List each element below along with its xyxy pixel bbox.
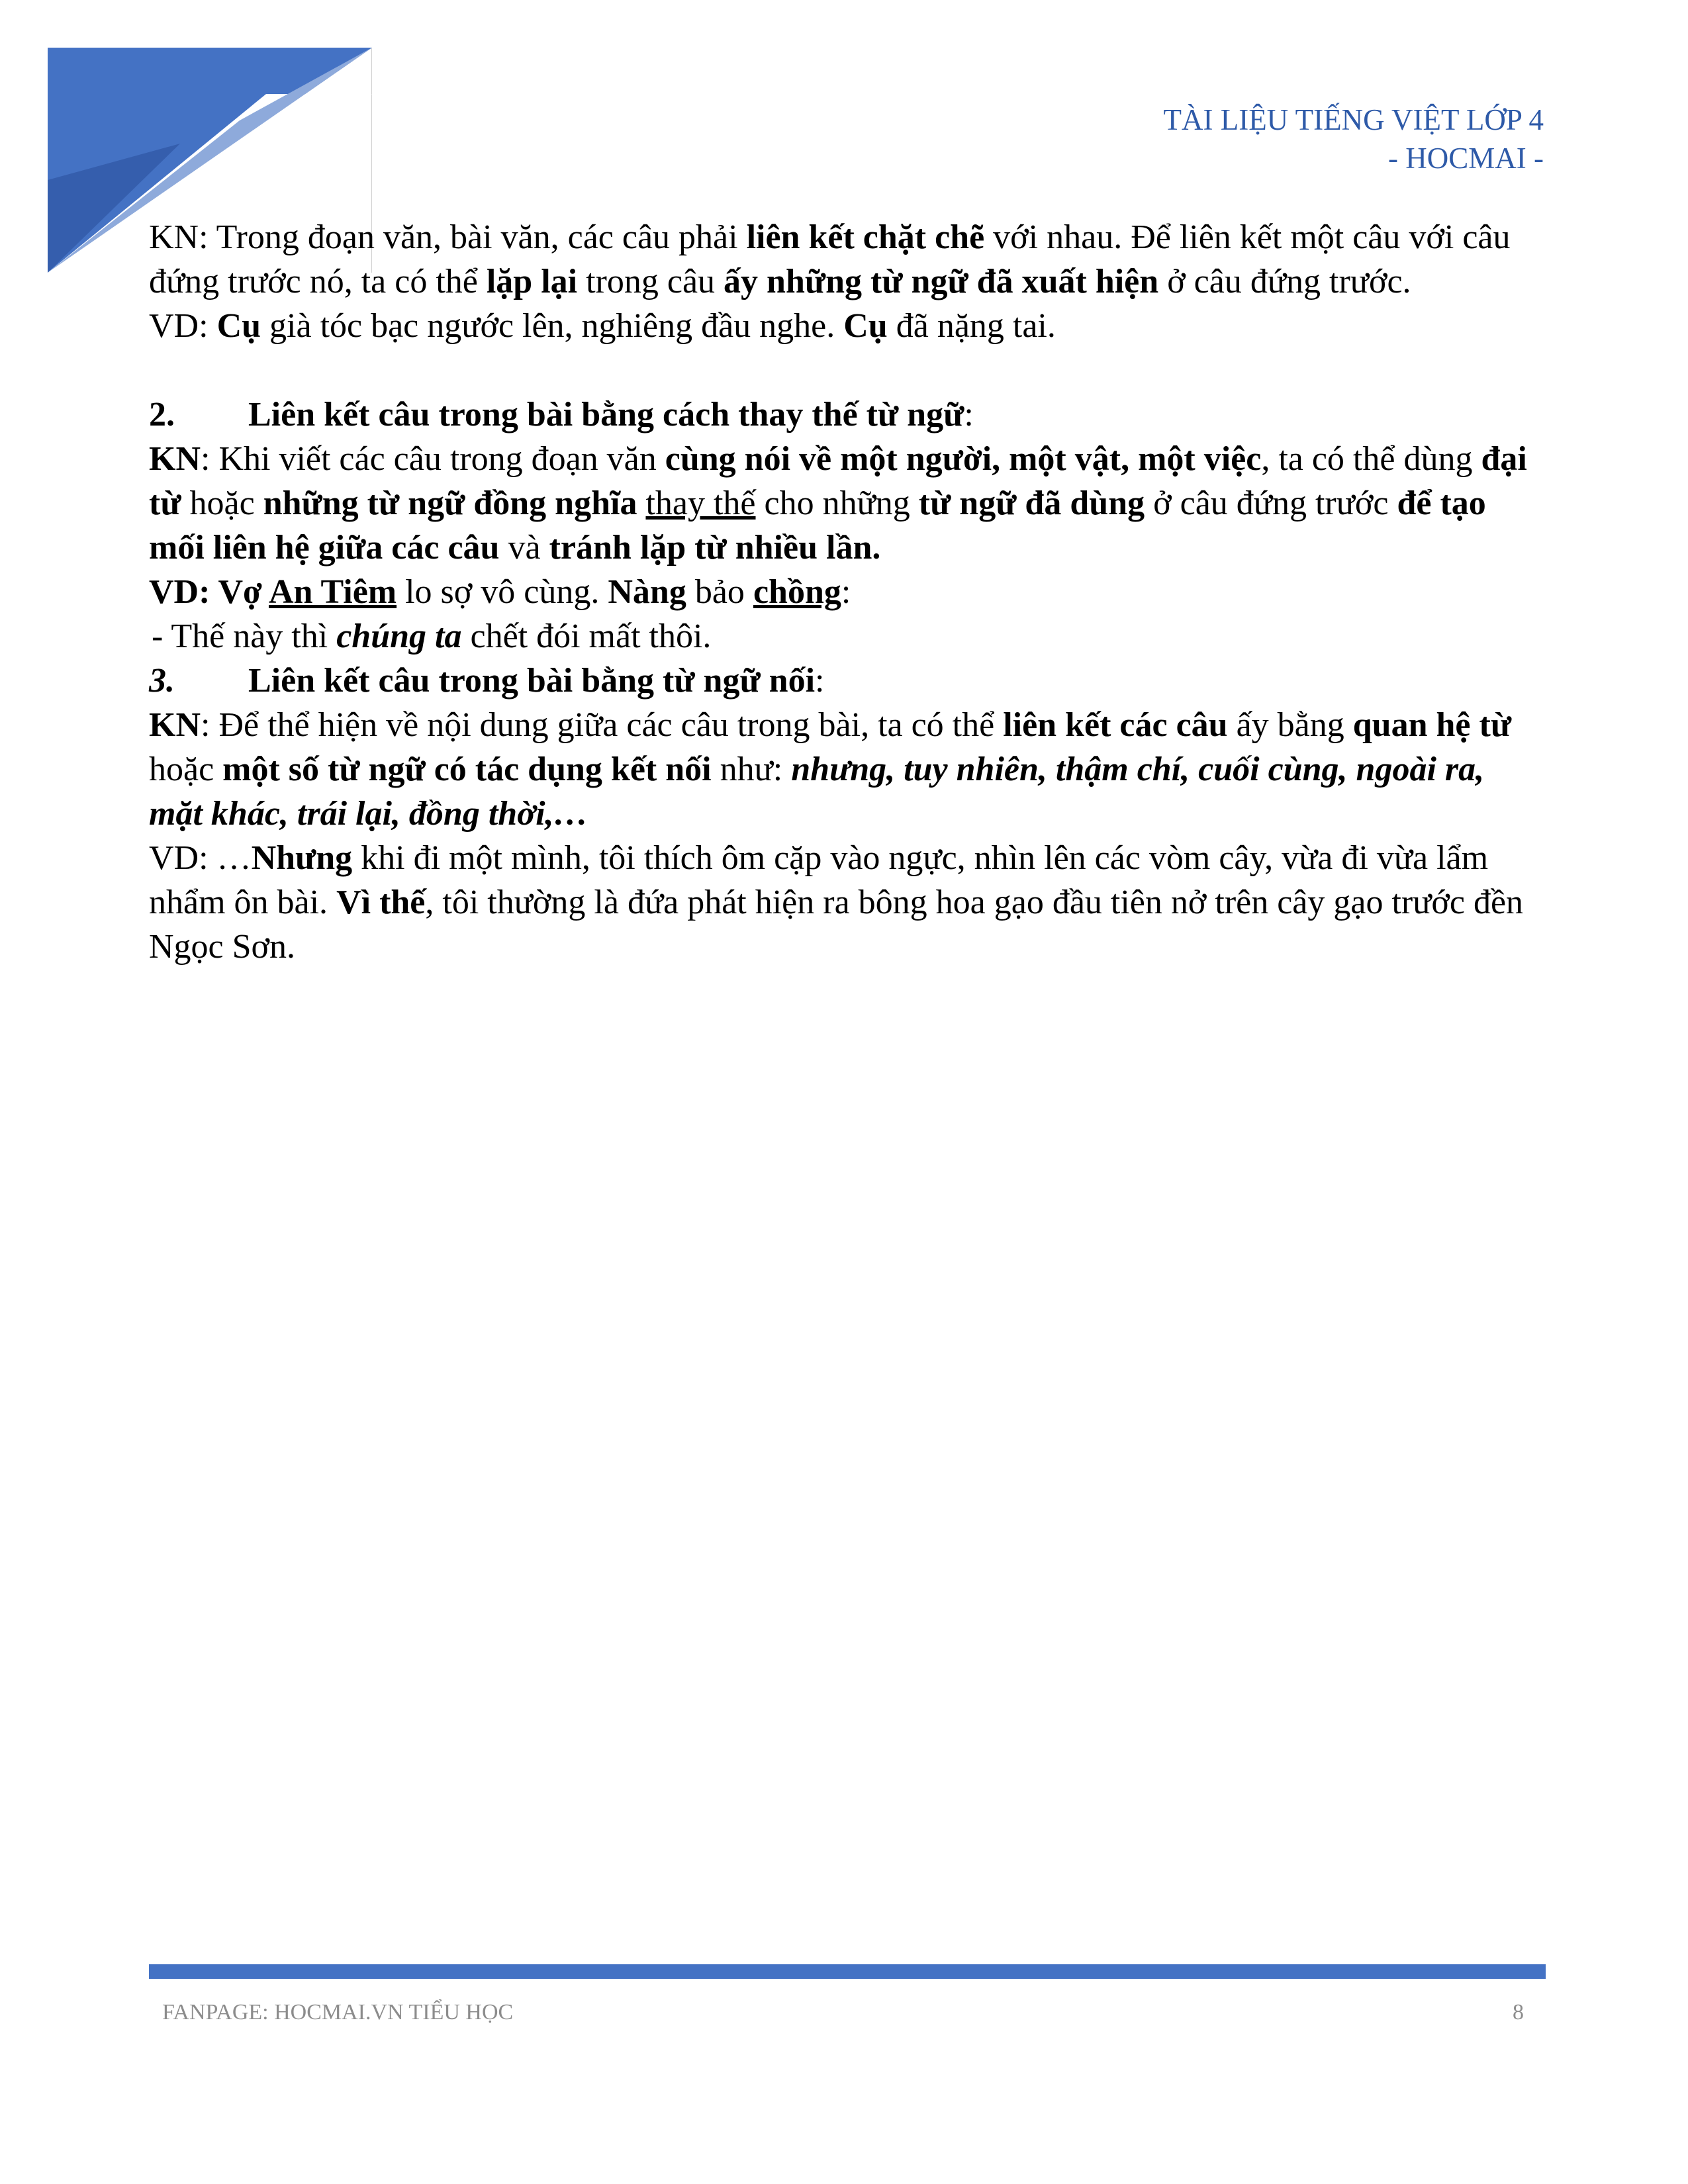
header-title-line1: TÀI LIỆU TIẾNG VIỆT LỚP 4 <box>1163 103 1544 136</box>
bold-run: KN <box>149 440 201 478</box>
bold-run: Nhưng <box>251 839 353 877</box>
text-run: già tóc bạc ngước lên, nghiêng đầu nghe. <box>261 307 844 345</box>
bold-italic-run: nhưng, tuy nhiên, thậm chí, cuối cùng, ngoài ra, mặt khác, trái lại, đồng thời,… <box>149 751 1485 833</box>
text-run: trong câu <box>577 263 724 300</box>
text-run: và <box>499 529 549 567</box>
text-run: đã nặng tai. <box>887 307 1056 345</box>
text-run: ấy bằng <box>1227 706 1353 744</box>
section1-kn-paragraph <box>149 215 1546 304</box>
document-header <box>1164 101 1544 177</box>
text-run: ở câu đứng trước. <box>1158 263 1411 300</box>
bold-run: liên kết các câu <box>1003 706 1228 744</box>
text-run: như: <box>711 751 792 788</box>
bold-run: lặp lại <box>486 263 578 300</box>
text-run: : Để thể hiện về nội dung giữa các câu trong bài, ta có thể <box>201 706 1004 744</box>
spacer <box>149 348 1546 392</box>
text-run: , tôi thường là đứa phát hiện ra bông hoa gạo đầu tiên nở trên cây gạo trước đền Ngọc Sơn. <box>149 884 1524 966</box>
section2-heading <box>149 392 1546 437</box>
bold-run: liên kết chặt chẽ <box>746 218 985 256</box>
section-heading-text: Liên kết câu trong bài bằng từ ngữ nối <box>248 662 816 700</box>
text-run: khi đi một mình, tôi thích ôm cặp vào ngực, nhìn lên các vòm cây, vừa đi vừa lẩm nhẩm ôn bài. <box>149 839 1489 921</box>
bold-run: Cụ <box>843 307 888 345</box>
text-run <box>637 484 645 522</box>
text-run: với nhau. Để liên kết một câu với câu đứng trước nó, ta có thể <box>149 218 1511 300</box>
text-run: KN: Trong đoạn văn, bài văn, các câu phải <box>149 218 747 256</box>
text-run: : <box>815 662 825 700</box>
section2-kn-paragraph <box>149 437 1546 570</box>
underline-run: An Tiêm <box>268 573 397 611</box>
footer-divider <box>149 1964 1546 1979</box>
bold-italic-run: chúng ta <box>336 617 462 655</box>
page-number: 8 <box>1513 2000 1524 2025</box>
section-heading-text: Liên kết câu trong bài bằng cách thay thế từ ngữ <box>248 396 964 433</box>
section3-heading <box>149 659 1546 703</box>
bold-run: Vì thế <box>336 884 426 921</box>
bold-run: quan hệ từ <box>1352 706 1512 744</box>
text-run: : Khi viết các câu trong đoạn văn <box>201 440 665 478</box>
section2-vd-paragraph <box>149 570 1546 614</box>
text-run: chết đói mất thôi. <box>461 617 712 655</box>
text-run: lo sợ vô cùng. <box>397 573 608 611</box>
document-body <box>149 215 1546 969</box>
bold-run: một số từ ngữ có tác dụng kết nối <box>222 751 712 788</box>
bold-run: ấy những từ ngữ đã xuất hiện <box>724 263 1159 300</box>
underline-run: thay thế <box>645 484 756 522</box>
section3-vd-paragraph <box>149 836 1546 969</box>
text-run: cho những <box>755 484 919 522</box>
text-run: - Thế này thì <box>152 617 337 655</box>
text-run: : <box>964 396 974 433</box>
section-number: 2. <box>149 396 175 433</box>
bold-run: KN <box>149 706 201 744</box>
bold-run: cùng nói về một người, một vật, một việc <box>665 440 1262 478</box>
bold-run: để tạo mối liên hệ giữa các câu <box>149 484 1486 567</box>
text-run: ở câu đứng trước <box>1145 484 1397 522</box>
section2-dialogue-line <box>149 614 1546 659</box>
bold-run: những từ ngữ đồng nghĩa <box>263 484 637 522</box>
header-title-line2: - HOCMAI - <box>1388 142 1544 175</box>
text-run: : <box>841 573 851 611</box>
text-run: bảo <box>686 573 753 611</box>
footer-fanpage: FANPAGE: HOCMAI.VN TIỂU HỌC <box>162 2000 514 2025</box>
text-run: VD: <box>149 307 217 345</box>
section1-vd-paragraph <box>149 304 1546 348</box>
text-run: hoặc <box>149 751 223 788</box>
text-run: VD: … <box>149 839 252 877</box>
bold-run: đại từ <box>149 440 1527 522</box>
bold-run: Cụ <box>216 307 261 345</box>
bold-run: Nàng <box>608 573 686 611</box>
underline-run: chồng <box>753 573 841 611</box>
text-run: hoặc <box>181 484 263 522</box>
section3-kn-paragraph <box>149 703 1546 836</box>
bold-run: tránh lặp từ nhiều lần. <box>549 529 881 567</box>
section-number: 3. <box>149 662 175 700</box>
bold-run: VD: Vợ <box>149 573 269 611</box>
text-run: , ta có thể dùng <box>1261 440 1481 478</box>
bold-run: từ ngữ đã dùng <box>918 484 1145 522</box>
